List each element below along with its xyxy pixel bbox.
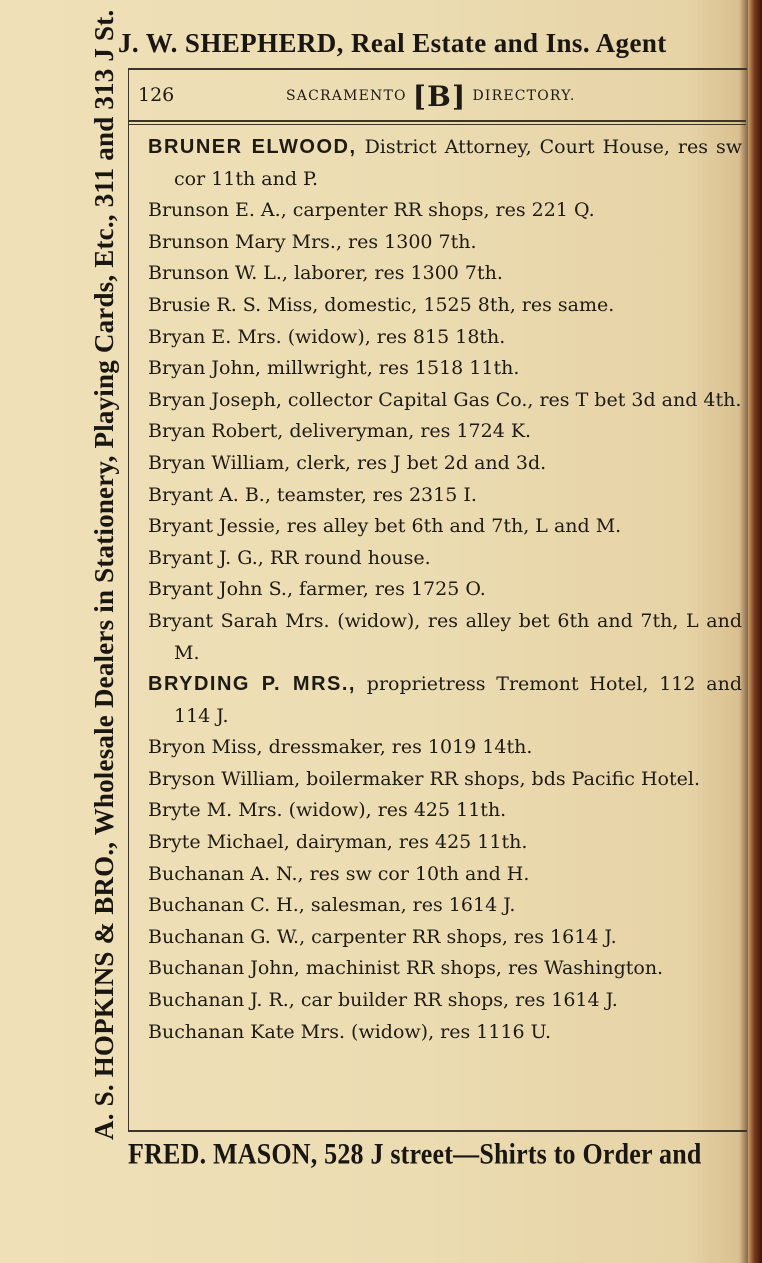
directory-entry (148, 795, 742, 827)
entry-text: Brunson E. A., carpenter RR shops, res 221 Q. (148, 199, 595, 222)
bottom-advertisement-banner: FRED. MASON, 528 J street—Shirts to Order and (128, 1137, 702, 1171)
entry-text: District Attorney, Court House, res sw cor 11th and P. (174, 136, 742, 190)
entry-name-caps: BRYDING P. MRS., (148, 673, 356, 696)
book-spine-edge (748, 0, 762, 1263)
directory-entry (148, 1017, 742, 1049)
entry-text: Bryan E. Mrs. (widow), res 815 18th. (148, 325, 506, 348)
entry-text: Bryte Michael, dairyman, res 425 11th. (148, 831, 528, 854)
section-letter: [B] (412, 79, 467, 113)
directory-entry (148, 448, 742, 480)
page-number: 126 (138, 84, 175, 106)
running-head (286, 78, 576, 114)
directory-entry (148, 859, 742, 891)
directory-entry (148, 480, 742, 512)
directory-entry (148, 669, 742, 732)
header-rule (128, 120, 746, 122)
directory-entry (148, 543, 742, 575)
directory-entry (148, 353, 742, 385)
entry-text: Buchanan G. W., carpenter RR shops, res 1614 J. (148, 925, 617, 948)
entry-text: Brunson W. L., laborer, res 1300 7th. (148, 262, 503, 285)
header-rule-thin (128, 124, 746, 125)
entry-text: Bryant J. G., RR round house. (148, 546, 431, 569)
side-advertisement-banner: A. S. HOPKINS & BRO., Wholesale Dealers in Stationery, Playing Cards, Etc., 311 and 313 J St. (89, 9, 119, 1140)
directory-entry (148, 290, 742, 322)
directory-entry (148, 890, 742, 922)
directory-entry (148, 132, 742, 195)
entry-text: Buchanan C. H., salesman, res 1614 J. (148, 894, 516, 917)
directory-entry (148, 764, 742, 796)
entry-text: Buchanan A. N., res sw cor 10th and H. (148, 862, 530, 885)
entry-text: Bryan Joseph, collector Capital Gas Co., res T bet 3d and 4th. (148, 388, 742, 411)
entry-text: Brusie R. S. Miss, domestic, 1525 8th, res same. (148, 293, 615, 316)
entry-text: Bryan John, millwright, res 1518 11th. (148, 357, 520, 380)
entry-text: Bryon Miss, dressmaker, res 1019 14th. (148, 736, 533, 759)
top-advertisement-banner: J. W. SHEPHERD, Real Estate and Ins. Agent (118, 28, 667, 58)
directory-entry (148, 511, 742, 543)
directory-entry (148, 953, 742, 985)
directory-entries (148, 132, 742, 1048)
entry-text: Brunson Mary Mrs., res 1300 7th. (148, 230, 477, 253)
directory-entry (148, 416, 742, 448)
entry-text: proprietress Tremont Hotel, 112 and 114 J. (174, 673, 742, 727)
entry-name-caps: BRUNER ELWOOD, (148, 136, 357, 158)
entry-text: Bryant Jessie, res alley bet 6th and 7th, L and M. (148, 515, 622, 538)
directory-entry (148, 732, 742, 764)
directory-entry (148, 258, 742, 290)
directory-entry (148, 195, 742, 227)
entry-text: Bryan Robert, deliveryman, res 1724 K. (148, 420, 532, 443)
entry-text: Bryant A. B., teamster, res 2315 I. (148, 483, 477, 506)
directory-entry (148, 985, 742, 1017)
entry-text: Bryte M. Mrs. (widow), res 425 11th. (148, 799, 507, 822)
directory-entry (148, 227, 742, 259)
running-head-city: SACRAMENTO (286, 88, 407, 104)
directory-entry (148, 606, 742, 669)
directory-entry (148, 322, 742, 354)
running-head-directory: DIRECTORY. (472, 88, 576, 104)
entry-text: Bryson William, boilermaker RR shops, bds Pacific Hotel. (148, 767, 700, 790)
entry-text: Bryant John S., farmer, res 1725 O. (148, 578, 486, 601)
entry-text: Buchanan Kate Mrs. (widow), res 1116 U. (148, 1020, 551, 1043)
entry-text: Buchanan John, machinist RR shops, res Washington. (148, 957, 664, 980)
entry-text: Buchanan J. R., car builder RR shops, res 1614 J. (148, 989, 618, 1012)
directory-entry (148, 827, 742, 859)
directory-entry (148, 922, 742, 954)
directory-entry (148, 574, 742, 606)
entry-text: Bryant Sarah Mrs. (widow), res alley bet 6th and 7th, L and M. (148, 609, 742, 664)
entry-text: Bryan William, clerk, res J bet 2d and 3d. (148, 451, 547, 474)
directory-entry (148, 385, 742, 417)
